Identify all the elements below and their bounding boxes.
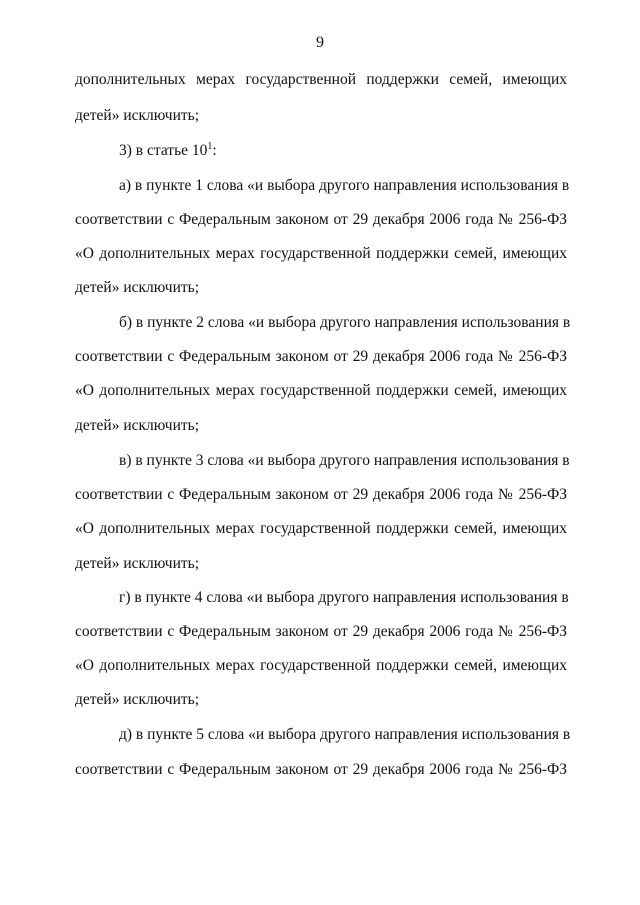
text-line: соответствии с Федеральным законом от 29 декабря 2006 года № 256-ФЗ — [75, 761, 567, 778]
text-line: в) в пункте 3 слова «и выбора другого направления использования в — [119, 452, 570, 469]
article-heading — [119, 141, 567, 161]
text-line: детей» исключить; — [75, 417, 200, 434]
text-line: д) в пункте 5 слова «и выбора другого направления использования в — [119, 726, 571, 743]
article-heading-text: 3) в статье 10 — [119, 142, 208, 159]
text-line: детей» исключить; — [75, 279, 200, 296]
text-line: б) в пункте 2 слова «и выбора другого направления использования в — [119, 314, 571, 331]
text-line: «О дополнительных мерах государственной поддержки семей, имеющих — [75, 657, 567, 674]
text-line: детей» исключить; — [75, 107, 200, 124]
text-line: соответствии с Федеральным законом от 29 декабря 2006 года № 256-ФЗ — [75, 211, 567, 228]
text-line: соответствии с Федеральным законом от 29 декабря 2006 года № 256-ФЗ — [75, 486, 567, 503]
article-heading-suffix: : — [212, 142, 217, 159]
text-line: а) в пункте 1 слова «и выбора другого направления использования в — [119, 177, 570, 194]
text-line: «О дополнительных мерах государственной поддержки семей, имеющих — [75, 245, 567, 262]
text-line: «О дополнительных мерах государственной поддержки семей, имеющих — [75, 382, 567, 399]
text-line: г) в пункте 4 слова «и выбора другого направления использования в — [119, 589, 569, 606]
text-line: детей» исключить; — [75, 555, 200, 572]
text-line: детей» исключить; — [75, 691, 200, 708]
article-superscript: 1 — [207, 141, 213, 152]
text-line: «О дополнительных мерах государственной поддержки семей, имеющих — [75, 520, 567, 537]
text-line: соответствии с Федеральным законом от 29 декабря 2006 года № 256-ФЗ — [75, 348, 567, 365]
page-number: 9 — [316, 34, 324, 51]
text-line: дополнительных мерах государственной поддержки семей, имеющих — [75, 71, 567, 88]
text-line: соответствии с Федеральным законом от 29 декабря 2006 года № 256-ФЗ — [75, 623, 567, 640]
